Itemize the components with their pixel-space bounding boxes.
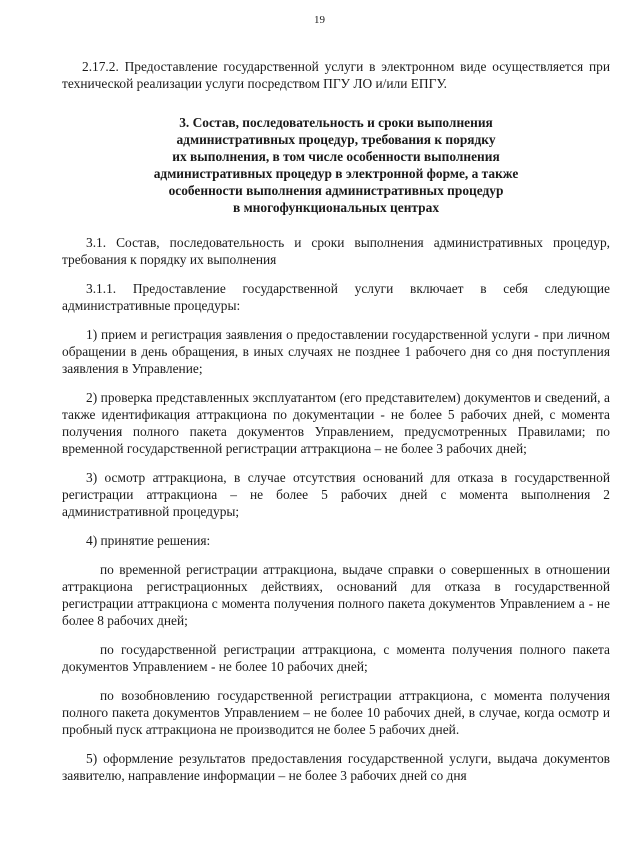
- list-item-1: 1) прием и регистрация заявления о предоставлении государственной услуги - при личном обращении в день обращения, в иных случаях не позднее 1 рабочего дня со дня поступления заявления в Управление;: [62, 327, 610, 376]
- heading-line: особенности выполнения административных процедур: [168, 183, 504, 198]
- document-body: [62, 58, 610, 796]
- list-item-5: 5) оформление результатов предоставления государственной услуги, выдача документов заявителю, направление информации – не более 3 рабочих дней со дня: [62, 751, 610, 783]
- heading-line: административных процедур, требования к порядку: [176, 132, 496, 147]
- paragraph-3-1: 3.1. Состав, последовательность и сроки выполнения административных процедур, требования к порядку их выполнения: [62, 235, 610, 267]
- heading-line: в многофункциональных центрах: [232, 200, 440, 215]
- heading-line: их выполнения, в том числе особенности выполнения: [172, 149, 500, 164]
- list-item-4: 4) принятие решения:: [86, 533, 211, 548]
- list-item-2: 2) проверка представленных эксплуатантом (его представителем) документов и сведений, а также идентификация аттракциона по документации - не более 5 рабочих дней, с момента получения полного пакета документов Управлением, предусмотренных Правилами; по временной государственной регистрации аттракциона – не более 3 рабочих дней;: [62, 390, 610, 456]
- heading-line: 3. Состав, последовательность и сроки выполнения: [179, 115, 493, 130]
- list-item-3: 3) осмотр аттракциона, в случае отсутствия оснований для отказа в государственной регистрации аттракциона – не более 5 рабочих дней с момента выполнения 2 административной процедуры;: [62, 470, 610, 519]
- paragraph-3-1-1: 3.1.1. Предоставление государственной услуги включает в себя следующие административные процедуры:: [62, 281, 610, 313]
- section-heading: [62, 114, 610, 216]
- sub-item-temporary-registration: по временной регистрации аттракциона, выдаче справки о совершенных в отношении аттракциона регистрационных действиях, оснований для отказа в государственной регистрации аттракциона с момента получения полного пакета документов Управлением а - не более 8 рабочих дней;: [62, 562, 610, 628]
- heading-line: административных процедур в электронной форме, а также: [153, 166, 519, 181]
- paragraph-2-17-2: 2.17.2. Предоставление государственной услуги в электронном виде осуществляется при технической реализации услуги посредством ПГУ ЛО и/или ЕПГУ.: [62, 59, 610, 91]
- page-number: 19: [314, 14, 325, 26]
- sub-item-state-registration: по государственной регистрации аттракциона, с момента получения полного пакета документов Управлением - не более 10 рабочих дней;: [62, 642, 610, 674]
- sub-item-resumption: по возобновлению государственной регистрации аттракциона, с момента получения полного пакета документов Управлением – не более 10 рабочих дней, в случае, когда осмотр и пробный пуск аттракциона не производится не более 5 рабочих дней.: [62, 688, 610, 737]
